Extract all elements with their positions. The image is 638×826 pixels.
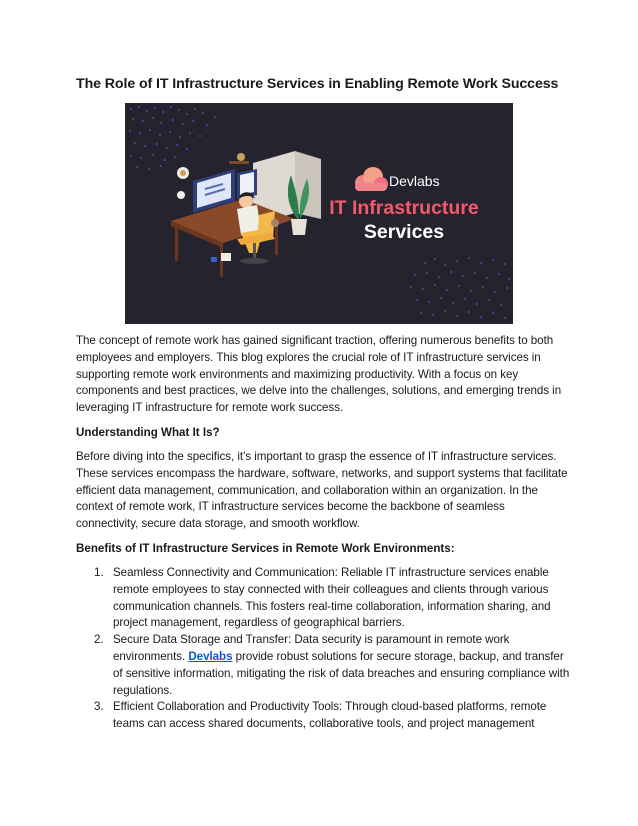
- intro-paragraph: The concept of remote work has gained significant traction, offering numerous benefits to both employees and employers. This blog explores the crucial role of IT infrastructure services in supporting remote work environments and maximizing productivity. With a focus on key components and best practices, we delve into the challenges, solutions, and emerging trends in leveraging IT infrastructure for remote work success.: [76, 334, 562, 415]
- banner-image: [125, 103, 513, 324]
- banner-headline-line1: IT Infrastructure: [329, 197, 479, 219]
- list-item-text-before-link: Secure Data Storage and Transfer: Data security is paramount in remote work environments.: [113, 633, 510, 663]
- list-item-text: Efficient Collaboration and Productivity Tools: Through cloud-based platforms, remote teams can access shared documents, collaborative tools, and project management: [113, 700, 547, 731]
- list-item-number: 1.: [94, 566, 104, 579]
- banner-headline-line2: Services: [363, 221, 445, 243]
- understanding-paragraph: Before diving into the specifics, it’s important to grasp the essence of IT infrastructure services. These services encompass the hardware, software, networks, and support systems that facilitate efficient data management, communication, and collaboration within an organization. In the context of remote work, IT infrastructure services become the backbone of seamless connectivity, secure data storage, and smooth workflow.: [76, 450, 568, 531]
- benefits-list: [76, 565, 570, 733]
- list-item: [76, 632, 570, 699]
- list-item-text-after-link: provide robust solutions for secure storage, backup, and transfer of sensitive information, mitigating the risk of data breaches and ensuring compliance with regulations.: [113, 649, 570, 697]
- document-title: The Role of IT Infrastructure Services in Enabling Remote Work Success: [76, 76, 559, 92]
- devlabs-logo-icon: [355, 167, 388, 191]
- list-item: [76, 565, 570, 632]
- banner-headline: [311, 196, 497, 244]
- remote-worker-illustration: [171, 151, 321, 277]
- dot-pattern-bottom-right: [410, 257, 510, 319]
- list-item: [76, 699, 570, 733]
- list-item-number: 2.: [94, 633, 104, 647]
- section-heading-understanding: Understanding What It Is?: [76, 426, 220, 439]
- list-item-number: 3.: [94, 700, 104, 714]
- dot-pattern-top-left: [129, 106, 216, 170]
- section-heading-benefits: Benefits of IT Infrastructure Services in Remote Work Environments:: [76, 542, 455, 555]
- banner-brand-name: Devlabs: [389, 173, 440, 189]
- devlabs-link[interactable]: Devlabs: [188, 649, 233, 663]
- list-item-text: Seamless Connectivity and Communication: Reliable IT infrastructure services enable remote employees to stay connected with their colleagues and clients through various communication channels. This fosters real-time collaboration, information sharing, and project management, regardless of geographical barriers.: [113, 566, 551, 630]
